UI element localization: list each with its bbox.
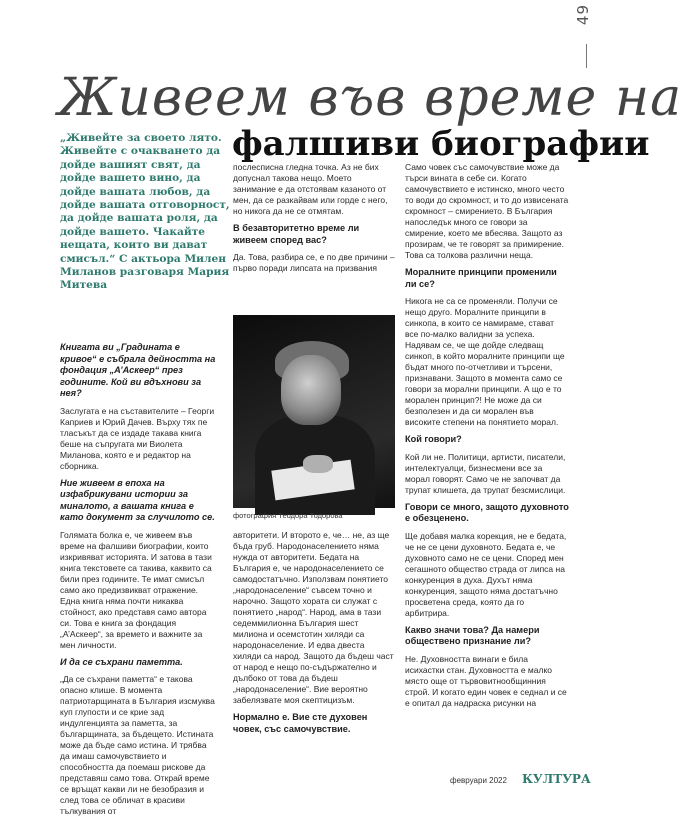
answer-1: Заслугата е на съставителите – Георги Каприев и Юрий Дачев. Върху тях пе тласъкът да се издаде такава книга беше на съпругата ми Виолета Миланова, която е и редактор на сборника. [60, 405, 215, 471]
question-9: Какво значи това? Да намери обществено признание ли? [405, 624, 540, 646]
answer-9: Не. Духовността винаги е била исихастки стан. Духовността е малко място още от тървовитнообщинния строй. И когато един човек е седнал и се е опитал да надраска рисунки на [405, 653, 567, 708]
footer-date: февруари 2022 [450, 776, 507, 785]
column-3-text-1: Само човек със самочувствие може да търси вината в себе си. Когато самочувствието е истинско, много често то води до скромност, и то до извисената скромност – смирението. В България напоследък много се говори за смирение, което ме вбесява. Защото аз прозирам, че те говорят за примирение. Това са толкова различни неща. [405, 162, 569, 260]
answer-7: Кой ли не. Политици, артисти, писатели, интелектуалци, бизнесмени все за морал говорят. Само че не започват да трупат клишета, да трупат безсмислици. [405, 451, 566, 495]
answer-8: Ще добавя малка корекция, не е бедата, че не се цени духовното. Бедата е, че духовното само не се цени. Според мен сегашното общество страда от липса на конкуренция в духа. Духът няма конкуренция, защото няма достатъчно просветена среда, която да го арбитрира. [405, 530, 567, 618]
question-1: Книгата ви „Градината е кривое“ е събрала дейността на фондация „А’Аскеер“ през годините. Кой ви вдъхнови за нея? [60, 342, 216, 398]
footer-brand-logo: КУЛТУРА [522, 772, 591, 786]
question-2: Ние живеем в епоха на изфабрикувани истории за миналото, а вашата книга е като документ за случилото се. [60, 477, 215, 522]
question-7: Кой говори? [405, 434, 462, 444]
question-8: Говори се много, защото духовното е обезценено. [405, 501, 569, 523]
answer-2: Голямата болка е, че живеем във време на фалшиви биографии, които изкривяват историята. И затова в тази книга текстовете са такива, каквито са били през годините. Те имат смисъл само ако предизвикват отражение. Една книга няма почти никаква стойност, ако представя само автора си. Това е книга за фондация „А’Аскеер“, за времето и важните за мен личности. [60, 529, 212, 650]
question-4: В безавторитетно време ли живеем според вас? [233, 223, 360, 245]
page-number-rule [586, 44, 587, 68]
photo-face-shape [281, 355, 341, 425]
column-3 [405, 162, 569, 715]
answer-6: Никога не са се променяли. Получи се нещо друго. Моралните принципи в синкопа, в които се намираме, стават все по-малко валидни за успеха. Надявам се, че ще дойде следващ синкоп, в който моралните принципи ще бъдат много по-отчетливи и търсени, признавани. Защото в момента само се говори за морални принципи. А що е то морален принцип?! Не може да си безполезен и да си морален във високите степени на понятието морал. [405, 296, 565, 427]
column-2-text-2: авторитети. И второто е, че… не, аз ще бъда груб. Народонаселението няма нужда от авторитети. Бедата на България е, че народонаселението се самодостатъчно. Използвам понятието „народонаселение“ съвсем точно и нарочно. Защото хората си служат с понятието „народ“. Народ, ама в тази седеммилионна България шест милиона и осемстотин хиляди са народонаселение. И едва двеста хиляди са народ. Защото да бъдеш част от народ е нещо по-съдържателно и дълбоко от това да бъдеш „народонаселение“. Вие вероятно забелязвате моя скептицизъм. [233, 530, 394, 705]
answer-4: Да. Това, разбира се, е по две причини – първо поради липсата на призвания [233, 252, 395, 273]
headline-line-2: фалшиви биографии [232, 124, 650, 164]
headline-line-1: Живеем във време на [58, 68, 682, 128]
question-6: Моралните принципи променили ли се? [405, 267, 557, 289]
photo-hand-shape [303, 455, 333, 473]
column-2-text-1: послесписна гледна точка. Аз не бих допуснал такова нещо. Моето занимание е да отстоявам казаното от мен, да се разкайвам или горде с него, но никога да не се отмятам. [233, 162, 388, 216]
photo-caption: фотография Теодора Тодорова [233, 511, 343, 520]
portrait-photo [233, 315, 395, 508]
page-number: 49 [574, 4, 592, 26]
column-2-lower [233, 530, 395, 741]
column-2 [233, 162, 395, 280]
question-5: Нормално е. Вие сте духовен човек, със самочувствие. [233, 712, 368, 734]
lead-paragraph: „Живейте за своето лято. Живейте с очакването да дойде вашият свят, да дойде вашето вино, да дойде вашата любов, да дойде вашата отговорност, да дойде вашата роля, да дойде вашето. Чакайте нещата, които ви дават смисъл.“ С актьора Милен Миланов разговаря Мария Митева [60, 132, 230, 292]
answer-3: „Да се съхрани паметта“ е такова опасно клише. В момента патриотарщината в България изсмуква куп глупости и се крие зад индулгенцията за паметта, за българщината, за бъдещето. Истината може да бъде само истина. И трябва да имаш самочувствието и способността да поемаш рискове да представяш само това. Открай време се връщат какви ли не безобразия и след това се обличат в красиви тълкувания от [60, 674, 215, 816]
column-1 [60, 342, 218, 823]
question-3: И да се съхрани паметта. [60, 656, 183, 667]
